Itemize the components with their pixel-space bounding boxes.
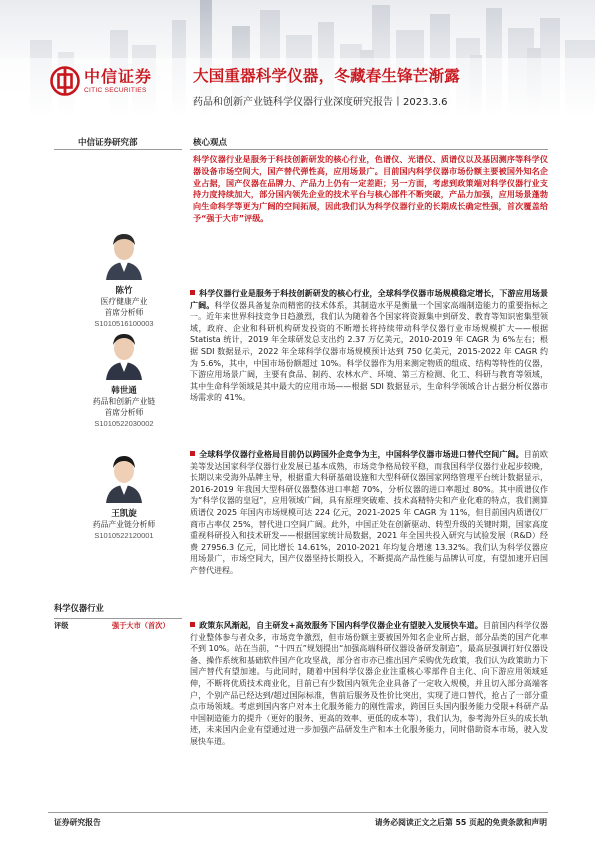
analyst-name: 王凯旋 [111,509,137,519]
key-point-lead: 政策东风渐起，自主研发+高效服务下国内科学仪器企业有望驶入发展快车道。 [199,621,483,630]
analyst-department: 药品和创新产业链 [92,397,156,406]
core-view-heading: 核心观点 [193,138,228,148]
analyst-license-id: S1010522030002 [94,419,154,428]
key-point [190,449,548,577]
analyst-department: 药品产业链分析师 [92,520,156,529]
left-column-divider [54,149,182,150]
footer-report-type: 证券研究报告 [54,818,101,827]
analyst-card [66,453,182,542]
analyst-card [66,330,182,430]
key-point-lead: 全球科学仪器行业格局目前仍以跨国外企竞争为主，中国科学仪器市场进口替代空间广阔。 [199,450,524,459]
key-point-text: 科学仪器具备复杂而精密的技术体系，其制造水平是衡量一个国家高端制造能力的重要指标之一。近年来世界科技竞争日趋激烈，我们认为随着各个国家将资源集中到研发、教育等知识密集型领域，政府、企业和科研机构研发投资的不断增长将持续带动科学仪器行业市场规模扩大——根据 Statista 统计，2019 年全球研发总支出约 2.37 万亿美元，2010-2019 年 CAGR 为 6%左右；根据 SDI 数据显示，2022 年全球科学仪器市场规模预计达到 750 亿美元，2015-2022 年 CAGR 约为 5.6%，其中，中国市场份额超过 10%。科学仪器作为用来测定物质的组成、结构等特性的仪器，下游应用场景广阔，主要有食品、制药、农林水产、环境、第三方检测、化工、科研与教育等领域，其中生命科学领域是其中最大的应用市场——根据 SDI 数据显示，生命科学领域合计占据分析仪器市场需求的 41%。 [190,300,548,403]
key-point [190,620,548,748]
analyst-name: 韩世通 [111,386,137,396]
bullet-square-icon [190,290,195,295]
rating-label: 评级 [54,621,69,630]
citic-logo [50,66,152,96]
rating-value: 强于大市（首次） [112,621,170,630]
analyst-avatar-icon [103,453,145,503]
key-point-text: 目前国内科学仪器行业整体参与者众多，市场竞争激烈，但市场份额主要被国外知名企业所占据，部分品类的国产化率不到 10%。站在当前，“十四五”规划提出“加强高端科研仪器设备研发制造”，最高层强调打好仪器设备、操作系统和基础软件国产化攻坚战，部分省市亦已推出国产采购优先政策，我们认为政策助力下国产替代有望加速。与此同时，随着中国科学仪器企业注重核心零部件自主化、向下游应用领域延伸，不断将优质技术商业化，目前已有少数国内领先企业具备了一定收入规模，并且切入部分高端客户，个别产品已经达到/超过国际标准，售前后服务及性价比突出，实现了进口替代，抢占了一部分重点市场领域。考虑到国内客户对本土化服务能力的刚性需求，跨国巨头国内服务能力受限+科研产品中国制造能力的提升（更好的服务、更高的效率、更低的成本等），我们认为，参考海外巨头的成长轨迹，未来国内企业有望通过进一步加强产品研发生产和本土化服务能力，同时借助资本市场，驶入发展快车道。 [190,621,549,746]
analyst-name: 陈竹 [115,286,133,296]
key-point-lead: 科学仪器行业是服务于科技创新研发的核心行业，全球科学仪器市场规模稳定增长，下游应用场景广阔。 [190,289,548,310]
citic-logo-icon [50,66,80,96]
report-subtitle: 药品和创新产业链科学仪器行业深度研究报告丨2023.3.6 [193,97,448,108]
research-institute-label: 中信证券研究部 [78,138,138,148]
analyst-department: 医疗健康产业 [100,297,148,306]
footer-disclaimer: 请务必阅读正文之后第 55 页起的免责条款和声明 [374,818,547,827]
analyst-license-id: S1010522120001 [94,531,154,540]
analyst-title: 首席分析师 [104,408,144,417]
right-column-divider [190,149,548,150]
report-header [0,0,595,118]
analyst-card [66,230,182,330]
bullet-square-icon [190,451,195,456]
industry-rating-row [54,618,182,631]
industry-rating-title: 科学仪器行业 [54,603,104,613]
core-view-summary: 科学仪器行业是服务于科技创新研发的核心行业，色谱仪、光谱仪、质谱仪以及基因测序等科学仪器设备市场空间大，国产替代弹性高，应用场景广。目前国内科学仪器市场份额主要被国外知名企业占据，国产仪器在品牌力、产品力上仍有一定差距；另一方面，考虑到政策端对科学仪器行业支持力度持续加大，部分国内领先企业的技术平台与核心部件不断突破，产品力加强，应用场景蓬勃向生命科学等更为广阔的空间拓展，因此我们认为科学仪器行业的长期成长确定性强，首次覆盖给予“强于大市”评级。 [193,154,548,223]
brand-name-en: CITIC SECURITIES [84,87,147,94]
footer-divider [48,812,548,813]
key-point [190,288,548,404]
analyst-avatar-icon [103,230,145,280]
analyst-title: 首席分析师 [104,308,144,317]
analyst-avatar-icon [103,330,145,380]
analyst-license-id: S1010516100003 [94,319,154,328]
brand-name-cn: 中信证券 [84,67,153,86]
report-title: 大国重器科学仪器，冬藏春生锋芒渐露 [193,67,460,85]
bullet-square-icon [190,622,195,627]
key-point-text: 目前欧美等发达国家科学仪器行业发展已基本成熟，市场竞争格局较平稳，而我国科学仪器行业起步较晚，长期以来受海外品牌主导，根据重大科研基础设施和大型科研仪器国家网络管理平台统计数据显示，2016-2019 年我国大型科研仪器整体进口率超 70%，分析仪器的进口率超过 80%。其中质谱仪作为“科学仪器的皇冠”，应用领域广阔，具有原理突破难、技术高精特尖和产业化难的特点，我们测算质谱仪 2025 年国内市场规模可达 224 亿元，2021-2025 年 CAGR 为 11%，但目前国内质谱仪厂商市占率仅 25%，替代进口空间广阔。此外，中国正处在创新驱动、转型升级的关键时期，国家高度重视科研投入和技术研发——根据国家统计局数据，2021 年全国共投入研究与试验发展（R&D）经费 27956.3 亿元，同比增长 14.61%，2010-2021 年均复合增速 13.32%。我们认为科学仪器应用场景广，市场空间大，国产仪器坚持长期投入，不断提高产品性能与品牌认可度，有望加速开启国产替代进程。 [190,450,548,575]
